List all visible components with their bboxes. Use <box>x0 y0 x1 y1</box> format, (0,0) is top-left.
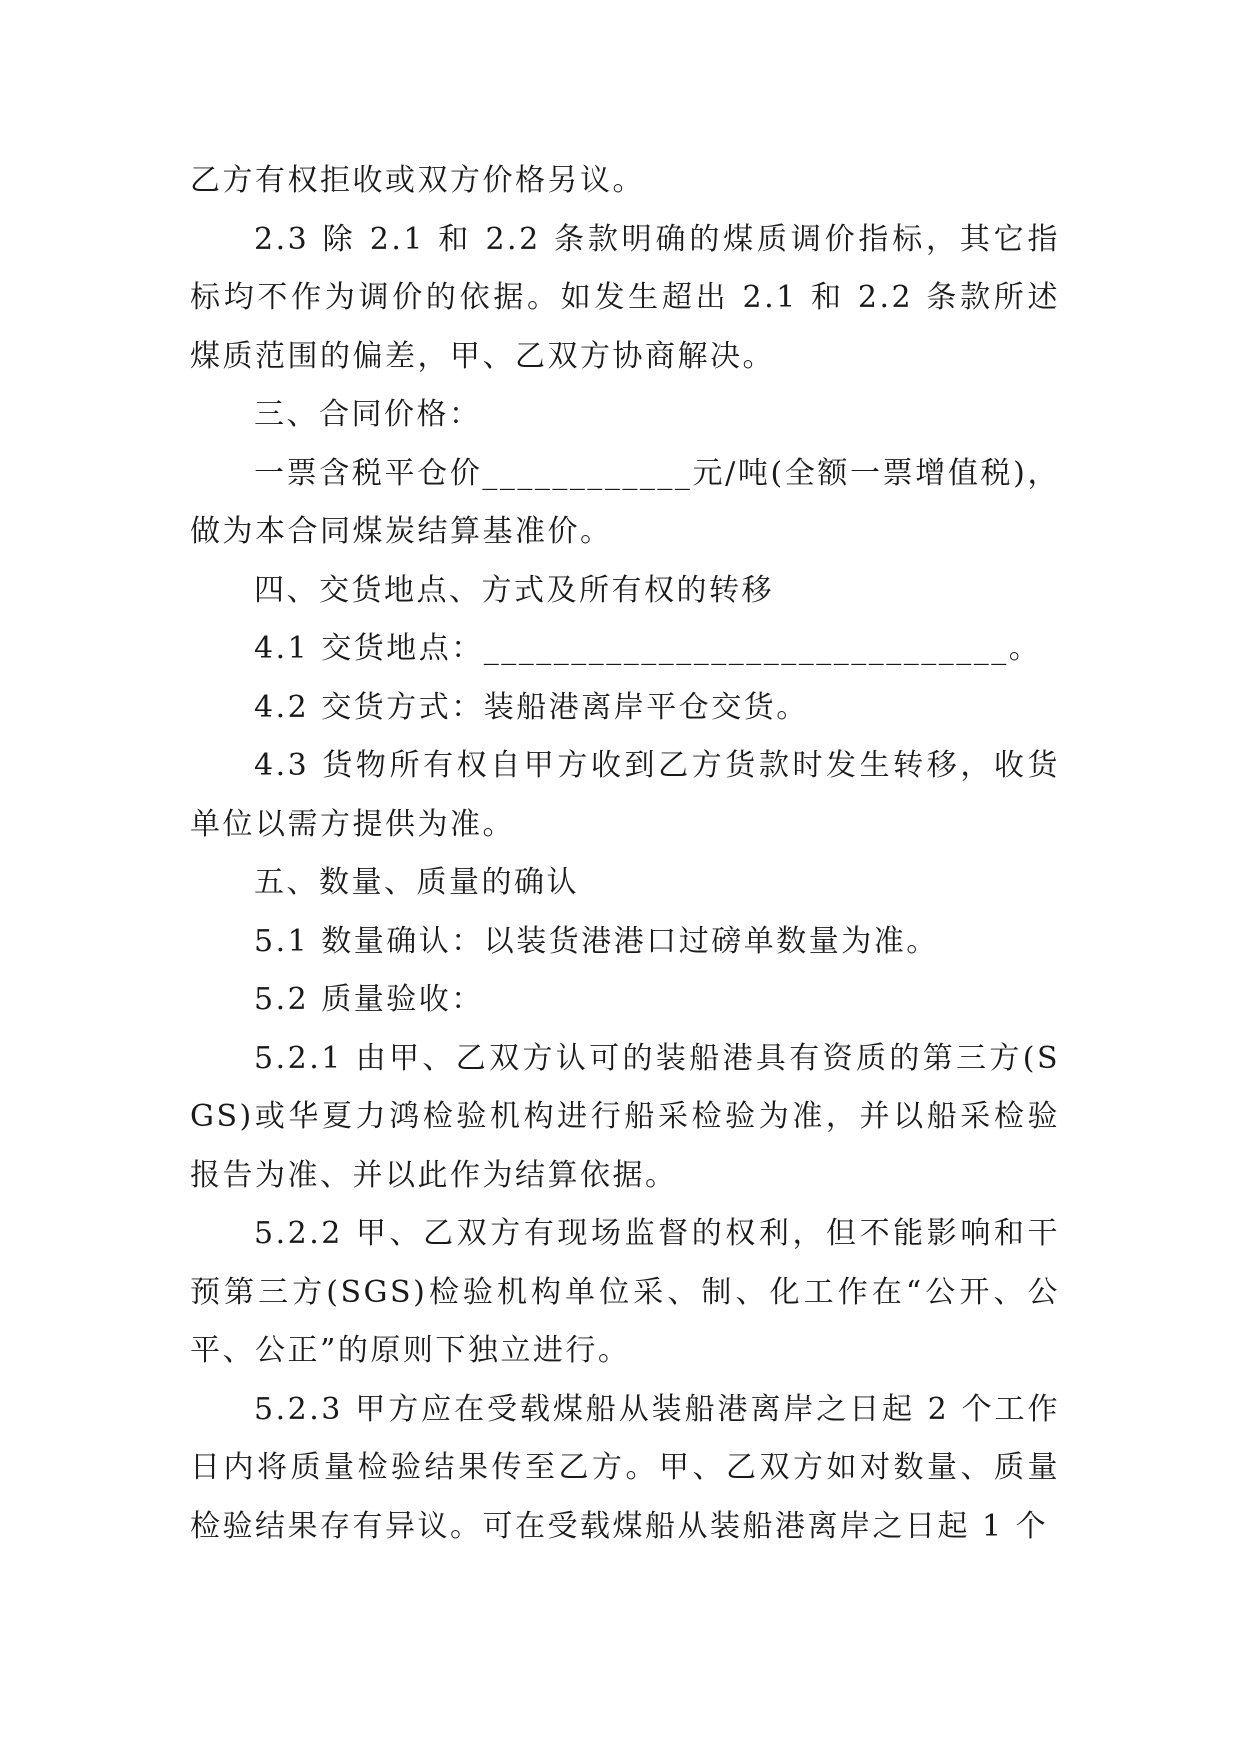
paragraph-5-1: 5.1 数量确认：以装货港港口过磅单数量为准。 <box>254 923 939 959</box>
paragraph-4-1: 4.1 交货地点：______________________________。 <box>254 631 1042 666</box>
paragraph-5-2-3: 5.2.3 甲方应在受载煤船从装船港离岸之日起 2 个工作日内将质量检验结果传至乙方。甲、乙双方如对数量、质量检验结果存有异议。可在受载煤船从装船港离岸之日起 1 个 <box>190 1391 1060 1544</box>
paragraph-5-2-1: 5.2.1 由甲、乙双方认可的装船港具有资质的第三方(SGS)或华夏力鸿检验机构进行船采检验为准，并以船采检验报告为准、并以此作为结算依据。 <box>190 1040 1060 1193</box>
section-heading-quantity-quality: 五、数量、质量的确认 <box>254 865 579 900</box>
paragraph-5-2-2: 5.2.2 甲、乙双方有现场监督的权利，但不能影响和干预第三方(SGS)检验机构单位采、制、化工作在“公开、公平、公正”的原则下独立进行。 <box>190 1216 1060 1368</box>
paragraph-5-2: 5.2 质量验收： <box>254 982 484 1017</box>
section-heading-contract-price: 三、合同价格： <box>254 397 482 432</box>
paragraph-continuation: 乙方有权拒收或双方价格另议。 <box>190 163 645 198</box>
document-body <box>190 152 1060 1556</box>
section-heading-delivery: 四、交货地点、方式及所有权的转移 <box>254 572 774 608</box>
paragraph-4-3: 4.3 货物所有权自甲方收到乙方货款时发生转移，收货单位以需方提供为准。 <box>190 748 1060 842</box>
paragraph-2-3: 2.3 除 2.1 和 2.2 条款明确的煤质调价指标，其它指标均不作为调价的依据。如发生超出 2.1 和 2.2 条款所述煤质范围的偏差，甲、乙双方协商解决。 <box>190 221 1060 374</box>
paragraph-price: 一票含税平仓价____________元/吨(全额一票增值税)，做为本合同煤炭结算基准价。 <box>190 455 1060 549</box>
paragraph-4-2: 4.2 交货方式：装船港离岸平仓交货。 <box>254 689 809 725</box>
